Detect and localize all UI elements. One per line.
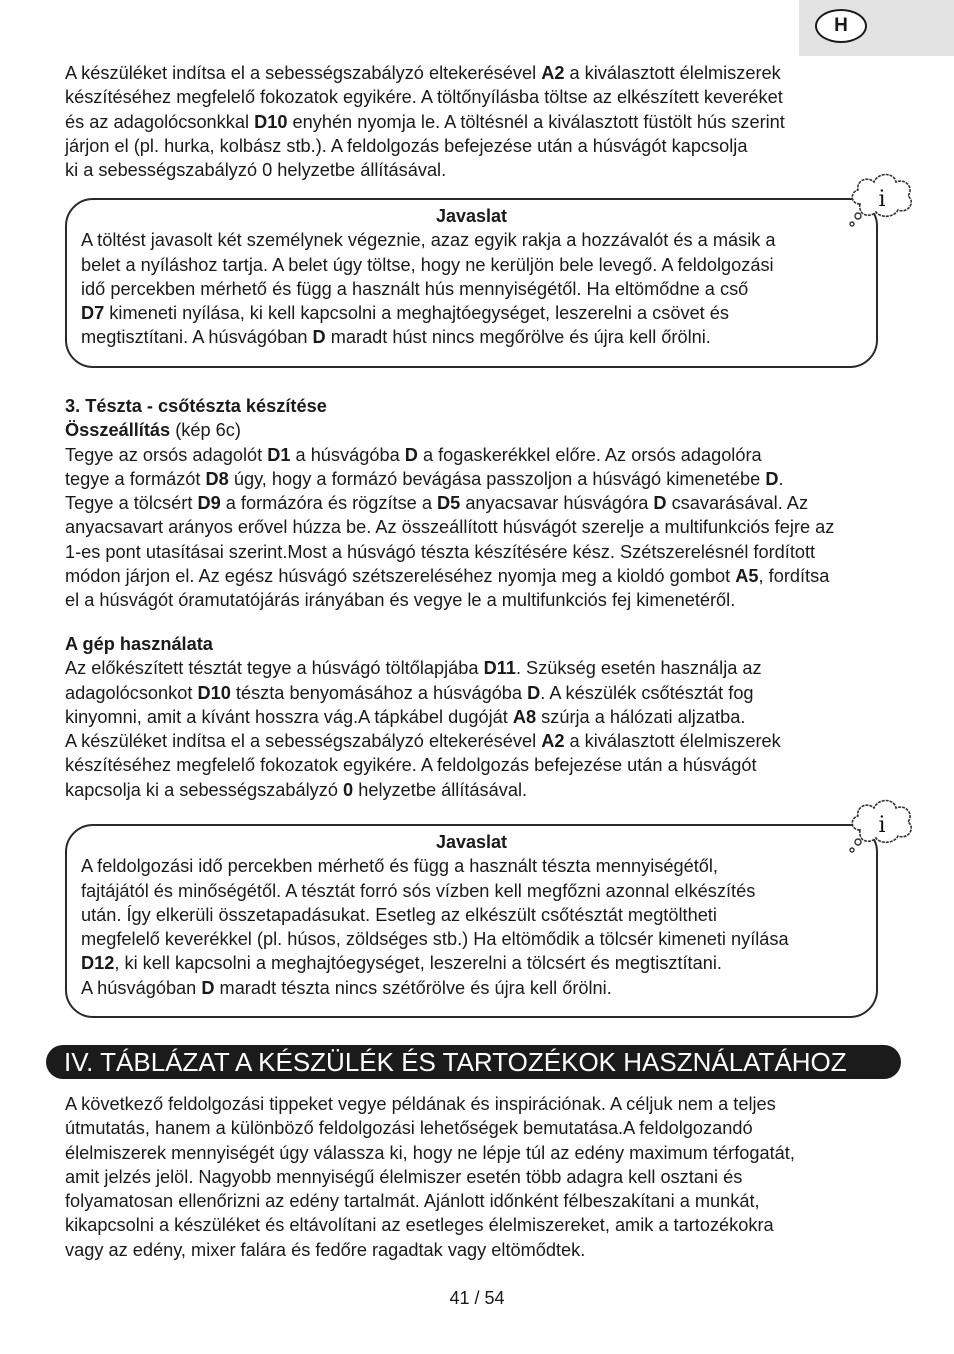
text-line: A húsvágóban D maradt tészta nincs szétőrölve és újra kell őrölni. bbox=[81, 977, 612, 998]
text-line: Az előkészített tésztát tegye a húsvágó töltőlapjába D11. Szükség esetén használja az bbox=[65, 658, 762, 679]
text-line: A készüléket indítsa el a sebességszabályzó eltekerésével A2 a kiválasztott élelmiszerek bbox=[65, 63, 781, 83]
text-line: készítéséhez megfelelő fokozatok egyikére. A feldolgozás befejezése után a húsvágót bbox=[65, 755, 757, 776]
text-line: 1-es pont utasításai szerint.Most a húsvágó tészta készítésére kész. Szétszerelésnél fordított bbox=[65, 541, 816, 562]
language-badge: H bbox=[815, 9, 867, 43]
tip-box-1 bbox=[65, 198, 878, 368]
info-cloud-icon bbox=[846, 170, 916, 230]
text-line: folyamatosan ellenőrizni az edény tartalmát. Ajánlott időnként félbeszakítani a munkát, bbox=[65, 1191, 760, 1212]
tip-text bbox=[81, 854, 876, 1000]
text-line: vagy az edény, mixer falára és fedőre ragadtak vagy eltömődtek. bbox=[65, 1239, 586, 1260]
text-line: fajtájától és minőségétől. A tésztát forró sós vízben kell megfőzni azonnal elkészítés bbox=[81, 880, 756, 901]
usage-text bbox=[65, 656, 895, 802]
text-line: útmutatás, hanem a különböző feldolgozási lehetőségek bemutatása.A feldolgozandó bbox=[65, 1118, 753, 1139]
usage-section bbox=[65, 632, 895, 802]
text-line: után. Így elkerüli összetapadásukat. Esetleg az elkészült csőtésztát megtöltheti bbox=[81, 904, 717, 925]
text-line: belet a nyíláshoz tartja. A belet úgy töltse, hogy ne kerüljön bele levegő. A feldolgozási bbox=[81, 254, 774, 275]
text-line: járjon el (pl. hurka, kolbász stb.). A feldolgozás befejezése után a húsvágót kapcsolja bbox=[65, 135, 748, 156]
tip-title: Javaslat bbox=[435, 206, 508, 226]
section-3-subheading: Összeállítás (kép 6c) bbox=[65, 420, 241, 441]
usage-heading: A gép használata bbox=[65, 634, 213, 654]
text-line: A készüléket indítsa el a sebességszabályzó eltekerésével A2 a kiválasztott élelmiszerek bbox=[65, 731, 781, 752]
text-line: módon járjon el. Az egész húsvágó szétszereléséhez nyomja meg a kioldó gombot A5, fordítsa bbox=[65, 566, 830, 587]
text-line: élelmiszerek mennyiségét úgy válassza ki, hogy ne lépje túl az edény maximum térfogatát, bbox=[65, 1142, 795, 1163]
section-4-text bbox=[65, 1092, 895, 1262]
text-line: kikapcsolni a készüléket és eltávolítani az esetleges élelmiszereket, amik a tartozékokra bbox=[65, 1215, 774, 1236]
tip-box-2 bbox=[65, 824, 878, 1018]
info-cloud-icon bbox=[846, 796, 916, 856]
tip-text bbox=[81, 228, 876, 349]
text-line: megtisztítani. A húsvágóban D maradt húst nincs megőrölve és újra kell őrölni. bbox=[81, 327, 711, 348]
text-line: megfelelő keverékkel (pl. húsos, zöldséges stb.) Ha eltömődik a tölcsér kimeneti nyílása bbox=[81, 929, 789, 950]
text-line: tegye a formázót D8 úgy, hogy a formázó bevágása passzoljon a húsvágó kimenetébe D. bbox=[65, 468, 784, 489]
section-3-heading: 3. Tészta - csőtészta készítése bbox=[65, 396, 327, 416]
text-line: ki a sebességszabályzó 0 helyzetbe állításával. bbox=[65, 160, 447, 181]
language-tab bbox=[799, 0, 954, 56]
svg-text:i: i bbox=[878, 187, 886, 212]
section-3 bbox=[65, 394, 895, 613]
section-3-text bbox=[65, 443, 895, 613]
svg-text:i: i bbox=[878, 813, 886, 838]
page-number: 41 / 54 bbox=[449, 1288, 505, 1308]
text-line: amit jelzés jelöl. Nagyobb mennyiségű élelmiszer esetén több adagra kell osztani és bbox=[65, 1166, 743, 1187]
text-line: A töltést javasolt két személynek végeznie, azaz egyik rakja a hozzávalót és a másik a bbox=[81, 230, 776, 251]
text-line: adagolócsonkot D10 tészta benyomásához a húsvágóba D. A készülék csőtésztát fog bbox=[65, 682, 754, 703]
text-line: Tegye az orsós adagolót D1 a húsvágóba D a fogaskerékkel előre. Az orsós adagolóra bbox=[65, 444, 762, 465]
text-line: el a húsvágót óramutatójárás irányában és vegye le a multifunkciós fej kimenetéről. bbox=[65, 590, 736, 611]
intro-paragraph bbox=[65, 61, 895, 182]
text-line: A következő feldolgozási tippeket vegye példának és inspirációnak. A céljuk nem a teljes bbox=[65, 1094, 776, 1114]
tip-title: Javaslat bbox=[435, 832, 508, 852]
text-line: kapcsolja ki a sebességszabályzó 0 helyzetbe állításával. bbox=[65, 779, 528, 800]
text-line: és az adagolócsonkkal D10 enyhén nyomja le. A töltésnél a kiválasztott füstölt hús szerint bbox=[65, 111, 785, 132]
text-line: kinyomni, amit a kívánt hosszra vág.A tápkábel dugóját A8 szúrja a hálózati aljzatba. bbox=[65, 706, 746, 727]
text-line: D7 kimeneti nyílása, ki kell kapcsolni a meghajtóegységet, leszerelni a csövet és bbox=[81, 303, 730, 324]
section-4-title: IV. TÁBLÁZAT A KÉSZÜLÉK ÉS TARTOZÉKOK HASZNÁLATÁHOZ bbox=[46, 1045, 901, 1079]
text-line: A feldolgozási idő percekben mérhető és függ a használt tészta mennyiségétől, bbox=[81, 856, 718, 877]
text-line: Tegye a tölcsért D9 a formázóra és rögzítse a D5 anyacsavar húsvágóra D csavarásával. Az bbox=[65, 493, 809, 514]
text-line: idő percekben mérhető és függ a használt hús mennyiségétől. Ha eltömődne a cső bbox=[81, 278, 749, 299]
text-line: készítéséhez megfelelő fokozatok egyikére. A töltőnyílásba töltse az elkészített keveréket bbox=[65, 87, 783, 108]
text-line: anyacsavart arányos erővel húzza be. Az összeállított húsvágót szerelje a multifunkciós fejre az bbox=[65, 517, 835, 538]
text-line: D12, ki kell kapcsolni a meghajtóegységet, leszerelni a tölcsért és megtisztítani. bbox=[81, 953, 722, 974]
